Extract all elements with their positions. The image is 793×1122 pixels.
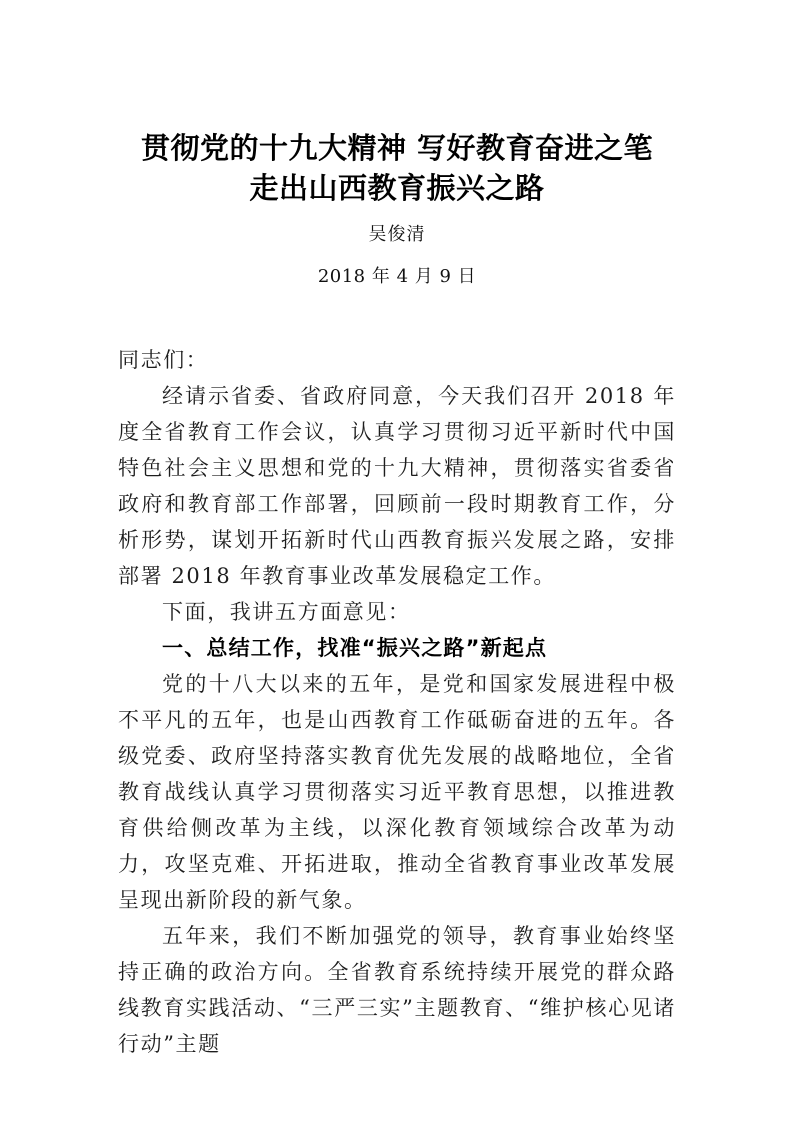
- document-author: 吴俊清: [368, 224, 426, 245]
- document-date: 2018 年 4 月 9 日: [317, 266, 477, 287]
- document-title-line-1: 贯彻党的十九大精神 写好教育奋进之笔: [140, 131, 654, 165]
- section-heading-one: 一、总结工作，找准“振兴之路”新起点: [162, 636, 548, 660]
- paragraph-opening: 经请示省委、省政府同意，今天我们召开 2018 年度全省教育工作会议，认真学习贯彻习近平新时代中国特色社会主义思想和党的十九大精神，贯彻落实省委省政府和教育部工作部署，回顾前一段时期教育工作，分析形势，谋划开拓新时代山西教育振兴发展之路，安排部署 2018 年教育事业改革发展稳定工作。: [118, 384, 676, 588]
- document-title-line-2: 走出山西教育振兴之路: [249, 171, 545, 205]
- paragraph-lead-in: 下面，我讲五方面意见：: [162, 600, 411, 624]
- paragraph-party-leadership: 五年来，我们不断加强党的领导，教育事业始终坚持正确的政治方向。全省教育系统持续开展党的群众路线教育实践活动、“三严三实”主题教育、“维护核心见诸行动”主题: [118, 924, 676, 1056]
- title-block: [118, 128, 676, 290]
- salutation: 同志们：: [118, 348, 209, 372]
- paragraph-five-years-review: 党的十八大以来的五年，是党和国家发展进程中极不平凡的五年，也是山西教育工作砥砺奋进的五年。各级党委、政府坚持落实教育优先发展的战略地位，全省教育战线认真学习贯彻落实习近平教育思想，以推进教育供给侧改革为主线，以深化教育领域综合改革为动力，攻坚克难、开拓进取，推动全省教育事业改革发展呈现出新阶段的新气象。: [118, 672, 676, 912]
- document-body: [118, 0, 676, 1062]
- document-content: [118, 342, 676, 1062]
